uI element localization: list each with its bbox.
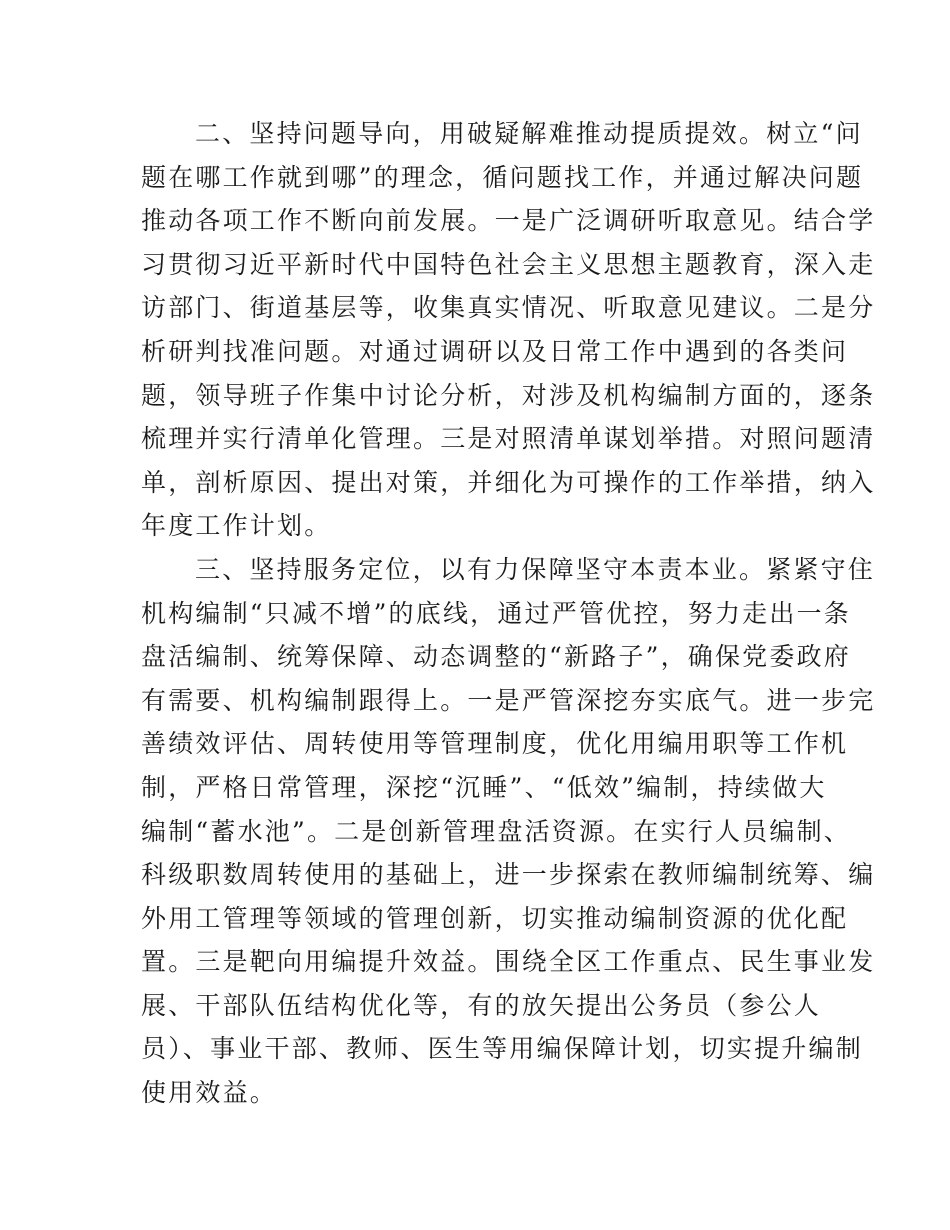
text-line: 盘活编制、统筹保障、动态调整的“新路子”，确保党委政府 bbox=[141, 642, 851, 672]
text-line: 编制“蓄水池”。二是创新管理盘活资源。在实行人员编制、 bbox=[141, 816, 851, 846]
text-line: 梳理并实行清单化管理。三是对照清单谋划举措。对照问题清 bbox=[141, 424, 876, 454]
text-line: 习贯彻习近平新时代中国特色社会主义思想主题教育，深入走 bbox=[141, 249, 876, 279]
text-line: 题，领导班子作集中讨论分析，对涉及机构编制方面的，逐条 bbox=[141, 380, 876, 410]
text-line: 三、坚持服务定位，以有力保障坚守本责本业。紧紧守住 bbox=[195, 554, 876, 584]
text-line: 二、坚持问题导向，用破疑解难推动提质提效。树立“问 bbox=[195, 119, 863, 148]
text-line: 员）、事业干部、教师、医生等用编保障计划，切实提升编制 bbox=[141, 1034, 863, 1064]
text-line: 展、干部队伍结构优化等，有的放矢提出公务员（参公人 bbox=[141, 990, 822, 1020]
text-line: 科级职数周转使用的基础上，进一步探索在教师编制统筹、编 bbox=[141, 860, 876, 890]
paragraph-3 bbox=[141, 548, 876, 1115]
paragraph-2 bbox=[141, 112, 876, 548]
text-line: 有需要、机构编制跟得上。一是严管深挖夯实底气。进一步完 bbox=[141, 685, 876, 715]
text-line: 访部门、街道基层等，收集真实情况、听取意见建议。二是分 bbox=[141, 293, 876, 323]
text-line: 机构编制“只减不增”的底线，通过严管优控，努力走出一条 bbox=[141, 598, 851, 628]
text-line: 善绩效评估、周转使用等管理制度，优化用编用职等工作机 bbox=[141, 729, 849, 759]
text-line: 外用工管理等领域的管理创新，切实推动编制资源的优化配 bbox=[141, 903, 849, 933]
document-body bbox=[141, 112, 876, 1115]
text-line: 制，严格日常管理，深挖“沉睡”、“低效”编制，持续做大 bbox=[141, 772, 827, 802]
text-line: 年度工作计划。 bbox=[141, 511, 332, 541]
text-line: 使用效益。 bbox=[141, 1078, 278, 1108]
text-line: 置。三是靶向用编提升效益。围绕全区工作重点、民生事业发 bbox=[141, 947, 876, 977]
text-line: 推动各项工作不断向前发展。一是广泛调研听取意见。结合学 bbox=[141, 206, 876, 236]
text-line: 题在哪工作就到哪”的理念，循问题找工作，并通过解决问题 bbox=[141, 162, 864, 192]
text-line: 析研判找准问题。对通过调研以及日常工作中遇到的各类问 bbox=[141, 336, 849, 366]
text-line: 单，剖析原因、提出对策，并细化为可操作的工作举措，纳入 bbox=[141, 467, 876, 497]
